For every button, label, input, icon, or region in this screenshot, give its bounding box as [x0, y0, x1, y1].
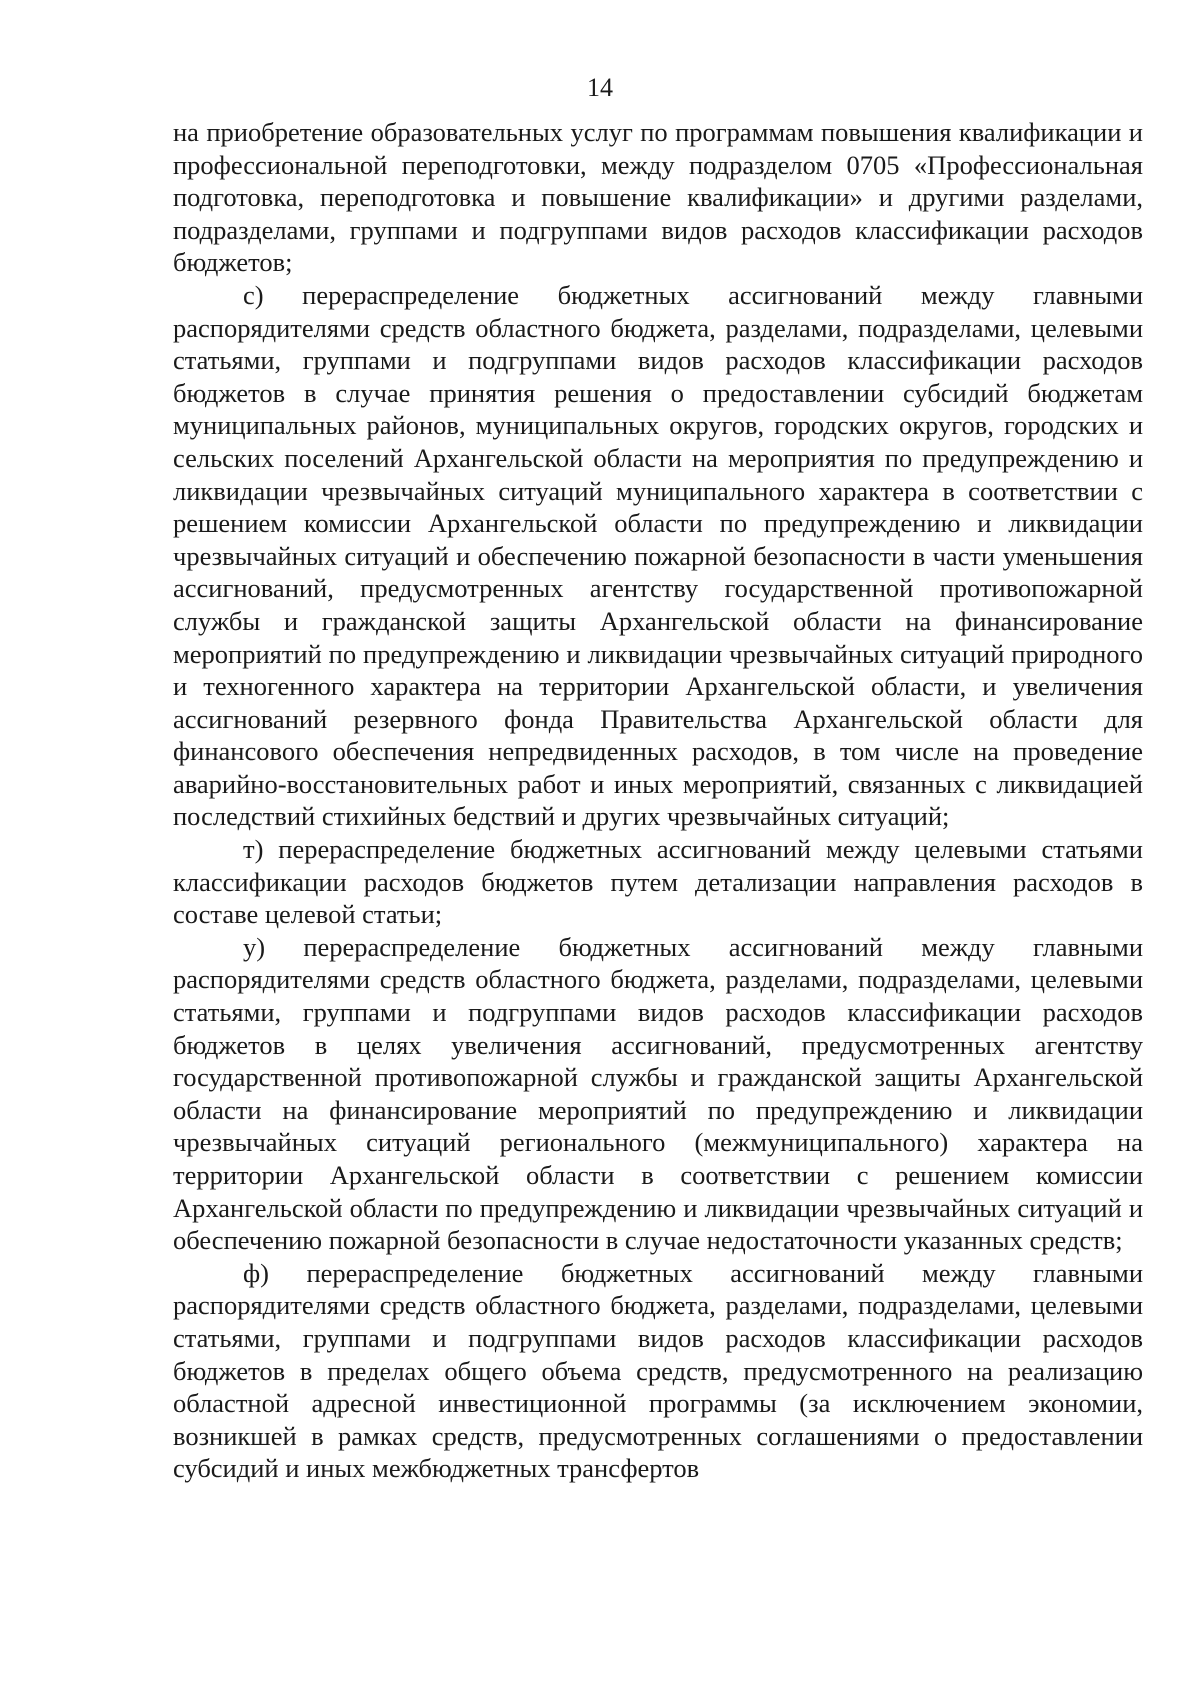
document-body [173, 116, 1143, 1485]
paragraph-continuation: на приобретение образовательных услуг по программам повышения квалификации и профессиональной переподготовки, между подразделом 0705 «Профессиональная подготовка, переподготовка и повышение квалификации» и другими разделами, подразделами, группами и подгруппами видов расходов классификации расходов бюджетов; [173, 117, 1143, 278]
paragraph-item-f: ф) перераспределение бюджетных ассигнований между главными распорядителями средств областного бюджета, разделами, подразделами, целевыми статьями, группами и подгруппами видов расходов классификации расходов бюджетов в пределах общего объема средств, предусмотренного на реализацию областной адресной инвестиционной программы (за исключением экономии, возникшей в рамках средств, предусмотренных соглашениями о предоставлении субсидий и иных межбюджетных трансфертов [173, 1257, 1143, 1484]
paragraph-item-t: т) перераспределение бюджетных ассигнований между целевыми статьями классификации расходов бюджетов путем детализации направления расходов в составе целевой статьи; [173, 834, 1143, 930]
paragraph-item-s: с) перераспределение бюджетных ассигнований между главными распорядителями средств областного бюджета, разделами, подразделами, целевыми статьями, группами и подгруппами видов расходов классификации расходов бюджетов в случае принятия решения о предоставлении субсидий бюджетам муниципальных районов, муниципальных округов, городских округов, городских и сельских поселений Архангельской области на мероприятия по предупреждению и ликвидации чрезвычайных ситуаций муниципального характера в соответствии с решением комиссии Архангельской области по предупреждению и ликвидации чрезвычайных ситуаций и обеспечению пожарной безопасности в части уменьшения ассигнований, предусмотренных агентству государственной противопожарной службы и гражданской защиты Архангельской области на финансирование мероприятий по предупреждению и ликвидации чрезвычайных ситуаций природного и техногенного характера на территории Архангельской области, и увеличения ассигнований резервного фонда Правительства Архангельской области для финансового обеспечения непредвиденных расходов, в том числе на проведение аварийно-восстановительных работ и иных мероприятий, связанных с ликвидацией последствий стихийных бедствий и других чрезвычайных ситуаций; [173, 279, 1143, 832]
page-number: 14 [587, 73, 613, 102]
paragraph-item-u: у) перераспределение бюджетных ассигнований между главными распорядителями средств областного бюджета, разделами, подразделами, целевыми статьями, группами и подгруппами видов расходов классификации расходов бюджетов в целях увеличения ассигнований, предусмотренных агентству государственной противопожарной службы и гражданской защиты Архангельской области на финансирование мероприятий по предупреждению и ликвидации чрезвычайных ситуаций регионального (межмуниципального) характера на территории Архангельской области в соответствии с решением комиссии Архангельской области по предупреждению и ликвидации чрезвычайных ситуаций и обеспечению пожарной безопасности в случае недостаточности указанных средств; [173, 931, 1143, 1256]
